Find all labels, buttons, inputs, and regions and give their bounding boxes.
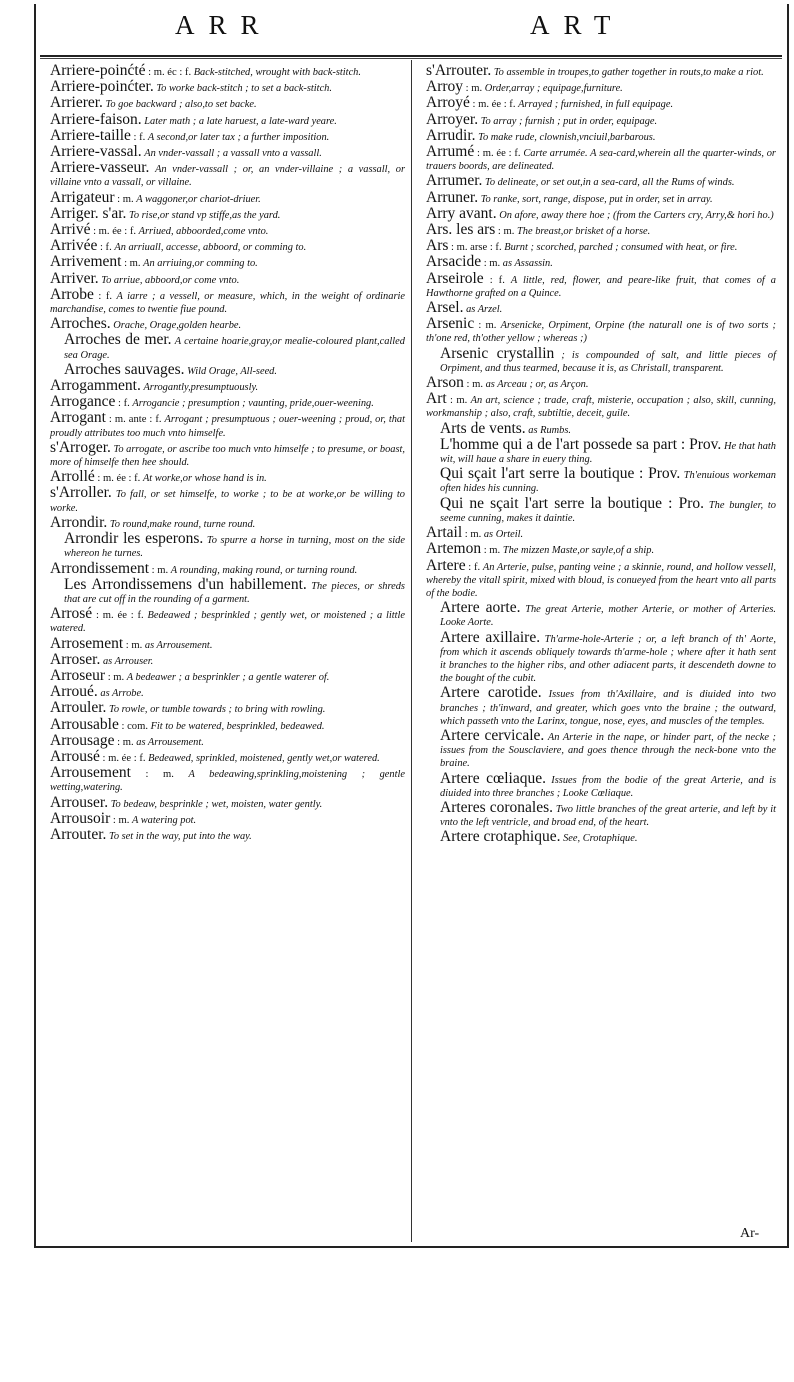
dictionary-entry xyxy=(426,79,776,95)
entry-definition: He that hath wit, will haue a share in euery thing. xyxy=(440,440,776,466)
entry-definition: Back-stitched, wrought with back-stitch. xyxy=(193,67,361,78)
entry-headword: Arrosé xyxy=(50,605,93,623)
entry-headword: Arrousable xyxy=(50,715,119,733)
dictionary-entry xyxy=(50,469,405,485)
entry-headword: Arrondissement xyxy=(50,559,150,577)
entry-definition: A waggoner,or chariot-driuer. xyxy=(136,193,261,205)
dictionary-entry xyxy=(50,222,405,238)
dictionary-entry xyxy=(426,144,776,173)
dictionary-entry xyxy=(426,685,776,728)
dictionary-entry xyxy=(426,421,776,437)
entry-definition: as Assassin. xyxy=(502,258,553,270)
entry-headword: Arsenic xyxy=(426,315,475,333)
entry-headword: Arrosement xyxy=(50,634,124,652)
dictionary-entry xyxy=(426,346,776,375)
entry-grammar: : m. xyxy=(151,564,169,576)
entry-definition: Issues from th'Axillaire, and is diuided into two branches ; th'inward, and greater, which goes vnto the braine ; the outward, which passeth vnto the Larinx, tongue, nose, eyes, and muscles of the temples. xyxy=(440,689,776,727)
dictionary-entry xyxy=(426,95,776,111)
entry-definition: To make rude, clownish,vnciuil,barbarous. xyxy=(478,131,656,143)
entry-definition: To arrogate, or ascribe too much vnto himselfe ; to presume, or boast, more of himselfe then hee should. xyxy=(50,443,405,469)
dictionary-entry xyxy=(50,485,405,514)
dictionary-entry xyxy=(50,531,405,560)
dictionary-entry xyxy=(50,606,405,635)
dictionary-entry xyxy=(426,254,776,270)
entry-definition: as Arrouser. xyxy=(102,655,154,667)
entry-definition: An arriuall, accesse, abboord, or comming to. xyxy=(114,242,307,254)
entry-definition: Later math ; a late haruest, a late-ward yeare. xyxy=(144,115,337,127)
dictionary-entry xyxy=(426,206,776,222)
entry-headword: Arson xyxy=(426,374,464,392)
running-head-right: ART xyxy=(530,10,625,40)
entry-headword: s'Arrouter. xyxy=(426,62,492,79)
dictionary-entry xyxy=(50,316,405,332)
entry-headword: Artere axillaire. xyxy=(440,628,541,646)
entry-grammar: : m. xyxy=(145,769,174,781)
entry-headword: Arrogamment. xyxy=(50,377,141,395)
dictionary-entry xyxy=(50,160,405,189)
dictionary-entry xyxy=(50,287,405,316)
entry-headword: L'homme qui a de l'art possede sa part : Prov. xyxy=(440,435,722,453)
entry-definition: To delineate, or set out,in a sea-card, all the Rums of winds. xyxy=(485,177,735,189)
dictionary-entry xyxy=(50,733,405,749)
entry-headword: Ars. les ars xyxy=(426,221,496,239)
entry-headword: Arriere-faison. xyxy=(50,110,142,128)
entry-grammar: : m. ée : f. xyxy=(102,752,146,764)
dictionary-entry xyxy=(50,271,405,287)
entry-definition: Arrogantly,presumptuously. xyxy=(143,382,259,394)
entry-definition: Arsenicke, Orpiment, Orpine (the naturall one is of two sorts ; th'one red, th'other yellow ; whereas ;) xyxy=(426,320,776,345)
entry-grammar: : m. xyxy=(117,736,134,748)
entry-headword: Qui ne sçait l'art serre la boutique : Pro. xyxy=(440,494,704,512)
entry-headword: Arrivement xyxy=(50,253,122,271)
entry-headword: Artere cervicale. xyxy=(440,726,545,744)
entry-grammar: : m. ée : f. xyxy=(97,473,141,485)
dictionary-entry xyxy=(426,173,776,189)
dictionary-entry xyxy=(426,271,776,300)
entry-definition: Arrayed ; furnished, in full equipage. xyxy=(518,99,674,111)
column-divider xyxy=(411,60,412,1242)
entry-definition: Th'enuious workeman often hides his cunning. xyxy=(440,470,777,495)
entry-grammar: : m. xyxy=(478,320,497,332)
entry-definition: On afore, away there hoe ; (from the Carters cry, Arry,& hori ho.) xyxy=(499,209,774,221)
header-rule xyxy=(40,55,782,57)
dictionary-entry xyxy=(50,79,405,95)
dictionary-entry xyxy=(426,316,776,345)
entry-grammar: : m. xyxy=(483,545,501,557)
entry-grammar: : m. xyxy=(483,258,501,270)
entry-definition: Orache, Orage,golden hearbe. xyxy=(113,320,242,332)
dictionary-entry xyxy=(426,558,776,601)
dictionary-entry xyxy=(50,811,405,827)
entry-definition: A bedeawer ; a besprinkler ; a gentle waterer of. xyxy=(126,671,330,683)
dictionary-entry xyxy=(50,63,405,79)
entry-headword: Artere xyxy=(426,556,466,574)
entry-headword: s'Arroller. xyxy=(50,484,112,502)
dictionary-entry xyxy=(50,749,405,765)
entry-headword: Arrogance xyxy=(50,393,116,411)
entry-headword: Arrollé xyxy=(50,468,95,486)
entry-headword: Arrogant xyxy=(50,409,106,427)
entry-grammar: : f. xyxy=(133,131,146,143)
dictionary-entry xyxy=(50,394,405,410)
entry-headword: Arrouser. xyxy=(50,793,109,811)
dictionary-entry xyxy=(426,437,776,466)
entry-definition: Wild Orage, All-seed. xyxy=(187,365,277,377)
entry-definition: as Arrousement. xyxy=(144,639,213,651)
entry-headword: Arroser. xyxy=(50,650,101,668)
entry-headword: Arsel. xyxy=(426,299,464,317)
entry-definition: as Arceau ; or, as Arçon. xyxy=(485,379,589,391)
dictionary-entry xyxy=(50,795,405,811)
dictionary-entry xyxy=(426,800,776,829)
entry-definition: Burnt ; scorched, parched ; consumed with heat, or fire. xyxy=(504,242,738,254)
entry-headword: Ars xyxy=(426,237,449,255)
dictionary-entry xyxy=(426,222,776,238)
dictionary-entry xyxy=(50,765,405,794)
dictionary-entry xyxy=(426,238,776,254)
entry-headword: Arrigateur xyxy=(50,188,115,206)
entry-definition: A second,or later tax ; a further imposition. xyxy=(147,131,330,143)
entry-definition: Bedeawed, sprinkled, moistened, gently wet,or watered. xyxy=(148,752,380,764)
dictionary-entry xyxy=(50,128,405,144)
dictionary-entry xyxy=(50,206,405,222)
entry-grammar: : m. xyxy=(464,529,482,541)
entry-headword: Arriver. xyxy=(50,269,99,287)
entry-definition: An Arterie in the nape, or hinder part, of the necke ; issues from the Sousclaviere, and goes thence through the neck-bone vnto the braine. xyxy=(440,731,776,770)
entry-definition: as Arzel. xyxy=(466,304,503,316)
entry-definition: The bungler, to seeme cunning, makes it daintie. xyxy=(440,499,776,524)
entry-definition: The great Arterie, mother Arterie, or mother of Arteries. Looke Aorte. xyxy=(440,604,776,629)
entry-definition: An vnder-vassall ; or, an vnder-villaine ; a vassall, or villaine vnto a vassall, or villaine. xyxy=(50,164,405,189)
dictionary-entry xyxy=(50,577,405,606)
entry-headword: Arriere-taille xyxy=(50,126,131,144)
dictionary-entry xyxy=(426,496,776,525)
entry-definition: Issues from the bodie of the great Arterie, and is diuided into three branches ; Looke Cœliaque. xyxy=(440,774,777,799)
entry-headword: Arrumer. xyxy=(426,172,483,190)
running-head-left: ARR xyxy=(175,10,273,40)
entry-definition: To goe backward ; also,to set backe. xyxy=(105,99,257,111)
entry-grammar: : f. xyxy=(489,274,505,286)
entry-grammar: : f. xyxy=(118,398,130,410)
dictionary-entry xyxy=(426,375,776,391)
dictionary-entry xyxy=(50,332,405,361)
entry-headword: Arroy xyxy=(426,78,464,96)
entry-definition: A certaine hoarie,gray,or mealie-coloured plant,called sea Orage. xyxy=(64,336,405,361)
entry-grammar: : m. xyxy=(465,83,483,95)
dictionary-entry xyxy=(426,466,776,495)
entry-grammar: : m. xyxy=(497,226,515,238)
dictionary-entry xyxy=(50,144,405,160)
entry-definition: The pieces, or shreds that are cut off in the rounding of a garment. xyxy=(64,580,405,605)
entry-headword: Artere carotide. xyxy=(440,684,542,702)
dictionary-entry xyxy=(426,829,776,845)
dictionary-entry xyxy=(50,652,405,668)
dictionary-entry xyxy=(50,362,405,378)
dictionary-entry xyxy=(50,254,405,270)
entry-headword: Artere cœliaque. xyxy=(440,769,546,787)
entry-headword: Qui sçait l'art serre la boutique : Prov. xyxy=(440,465,681,483)
entry-headword: Arroches. xyxy=(50,315,111,333)
dictionary-entry xyxy=(426,112,776,128)
entry-definition: An arriuing,or comming to. xyxy=(143,258,258,270)
entry-definition: Bedeawed ; besprinkled ; gently wet, or moistened ; a little watered. xyxy=(50,610,405,635)
entry-definition: To bedeaw, besprinkle ; wet, moisten, water gently. xyxy=(110,798,323,810)
entry-headword: Arsacide xyxy=(426,253,482,271)
entry-definition: To rise,or stand vp stiffe,as the yard. xyxy=(129,209,281,221)
catchword: Ar- xyxy=(740,1226,760,1241)
dictionary-entry xyxy=(50,717,405,733)
entry-headword: Arrudir. xyxy=(426,126,476,144)
entry-headword: Arrumé xyxy=(426,143,475,161)
entry-headword: Arrivée xyxy=(50,237,98,255)
entry-headword: Artere aorte. xyxy=(440,599,521,617)
entry-grammar: : m. arse : f. xyxy=(451,242,502,254)
entry-grammar: : m. xyxy=(117,193,134,205)
entry-headword: Arts de vents. xyxy=(440,419,526,437)
entry-definition: Arriued, abboorded,come vnto. xyxy=(138,226,269,238)
entry-headword: s'Arroger. xyxy=(50,438,111,456)
entry-definition: To assemble in troupes,to gather together in routs,to make a riot. xyxy=(493,67,764,78)
dictionary-entry xyxy=(426,128,776,144)
entry-definition: An Arterie, pulse, panting veine ; a skinnie, round, and hollow vessell, whereby the vitall spirit, mixed with bloud, is conueyed from the heart vnto all parts of the bodie. xyxy=(426,561,776,599)
dictionary-entry xyxy=(50,668,405,684)
entry-headword: Artail xyxy=(426,524,463,542)
entry-headword: Les Arrondissemens d'un habillement. xyxy=(64,575,307,593)
entry-definition: Arrogancie ; presumption ; vaunting, pride,ouer-weening. xyxy=(132,398,374,410)
entry-headword: Arroches de mer. xyxy=(64,331,172,349)
dictionary-entry xyxy=(50,827,405,843)
entry-definition: To ranke, sort, range, dispose, put in order, set in array. xyxy=(480,193,713,205)
entry-definition: Two little branches of the great arterie, and left by it vnto the left ventricle, and broad end, of the heart. xyxy=(440,803,776,829)
entry-definition: To array ; furnish ; put in order, equipage. xyxy=(480,115,658,127)
entry-grammar: : f. xyxy=(99,242,112,254)
entry-definition: The breast,or brisket of a horse. xyxy=(517,226,651,238)
entry-grammar: : m. éc : f. xyxy=(148,67,192,78)
dictionary-entry xyxy=(426,525,776,541)
entry-definition: To fall, or set himselfe, to worke ; to be at worke,or be willing to worke. xyxy=(50,489,405,514)
entry-headword: Arroyer. xyxy=(426,110,479,128)
entry-headword: Arry avant. xyxy=(426,204,497,222)
entry-headword: Arrierer. xyxy=(50,94,103,112)
entry-grammar: : com. xyxy=(121,720,148,732)
dictionary-entry xyxy=(50,636,405,652)
dictionary-entry xyxy=(50,700,405,716)
dictionary-entry xyxy=(50,378,405,394)
entry-definition: Th'arme-hole-Arterie ; or, a left branch of th' Aorte, from which it ascends obliquely towards th'arme-hole ; where after it hath sent it branches to the higher ribs, and other adiacent parts, it descendeth downe to the bought of the cubit. xyxy=(440,633,776,685)
entry-headword: Arsenic crystallin xyxy=(440,344,555,362)
dictionary-entry xyxy=(426,728,776,771)
entry-grammar: : m. xyxy=(125,639,143,651)
entry-definition: as Rumbs. xyxy=(528,424,572,436)
entry-headword: Arrobe xyxy=(50,285,94,303)
dictionary-entry xyxy=(426,771,776,800)
entry-headword: Arroches sauvages. xyxy=(64,360,185,378)
entry-headword: Art xyxy=(426,390,447,408)
header-rule-thin xyxy=(40,58,782,59)
dictionary-entry xyxy=(426,391,776,420)
entry-definition: The mizzen Maste,or sayle,of a ship. xyxy=(502,545,655,557)
entry-definition: At worke,or whose hand is in. xyxy=(142,473,267,485)
dictionary-entry xyxy=(50,112,405,128)
entry-headword: Arrousement xyxy=(50,764,131,782)
entry-grammar: : m. ée : f. xyxy=(95,610,144,622)
entry-headword: Artere crotaphique. xyxy=(440,828,561,846)
entry-definition: as Orteil. xyxy=(483,529,524,541)
entry-headword: Arrondir. xyxy=(50,513,108,531)
entry-headword: Arroseur xyxy=(50,666,106,684)
entry-definition: as Arrobe. xyxy=(100,688,144,700)
entry-grammar: : m. ée : f. xyxy=(476,148,521,160)
entry-definition: An art, science ; trade, craft, misterie, occupation ; also, skill, cunning, workmanship ; also, craft, subtiltie, deceit, guile. xyxy=(426,395,776,420)
right-column xyxy=(426,63,776,846)
entry-definition: To worke back-stitch ; to set a back-stitch. xyxy=(156,83,332,95)
entry-definition: To set in the way, put into the way. xyxy=(109,830,252,842)
entry-headword: Arriere-vasseur. xyxy=(50,159,150,177)
dictionary-entry xyxy=(50,190,405,206)
entry-definition: A watering pot. xyxy=(131,814,197,826)
entry-definition: Fit to be watered, besprinkled, bedeawed. xyxy=(150,720,325,732)
entry-headword: Arrondir les esperons. xyxy=(64,530,204,548)
entry-headword: Arriger. s'ar. xyxy=(50,204,127,222)
dictionary-entry xyxy=(50,561,405,577)
entry-grammar: : m. xyxy=(450,395,468,407)
dictionary-entry xyxy=(50,95,405,111)
entry-definition: A bedeawing,sprinkling,moistening ; gentle wetting,watering. xyxy=(50,769,405,794)
dictionary-entry xyxy=(50,684,405,700)
entry-headword: Arriere-poinćté xyxy=(50,62,146,79)
dictionary-entry xyxy=(426,63,776,79)
entry-definition: A little, red, flower, and peare-like fruit, that comes of a Hawthorne grafted on a Quince. xyxy=(426,274,776,299)
entry-definition: To round,make round, turne round. xyxy=(109,518,256,530)
entry-headword: Arseirole xyxy=(426,269,484,287)
entry-definition: To rowle, or tumble towards ; to bring with rowling. xyxy=(109,704,326,716)
entry-grammar: : m. ante : f. xyxy=(108,414,162,426)
dictionary-entry xyxy=(50,515,405,531)
entry-grammar: : m. ée : f. xyxy=(93,226,137,238)
entry-headword: Arrouter. xyxy=(50,825,107,843)
entry-definition: To spurre a horse in turning, most on the side whereon he turnes. xyxy=(64,535,405,560)
dictionary-entry xyxy=(426,600,776,629)
entry-definition: ; is compounded of salt, and little pieces of Orpiment, and thus tearmed, because it is, as Christall, transparent. xyxy=(440,349,776,374)
entry-grammar: : m. xyxy=(466,379,483,391)
entry-grammar: : m. xyxy=(107,671,125,683)
entry-headword: Arriere-vassal. xyxy=(50,143,142,161)
entry-grammar: : f. xyxy=(468,561,481,573)
dictionary-entry xyxy=(426,541,776,557)
dictionary-entry xyxy=(50,238,405,254)
entry-definition: See, Crotaphique. xyxy=(563,833,638,845)
entry-headword: Arroué. xyxy=(50,683,98,701)
entry-grammar: : m. xyxy=(112,814,130,826)
left-column xyxy=(50,63,405,843)
entry-headword: Artemon xyxy=(426,540,482,558)
dictionary-entry xyxy=(426,630,776,686)
dictionary-entry xyxy=(426,300,776,316)
entry-definition: as Arrousement. xyxy=(136,736,204,748)
entry-headword: Arrouler. xyxy=(50,699,107,717)
entry-headword: Arruner. xyxy=(426,188,479,206)
entry-headword: Arteres coronales. xyxy=(440,798,553,816)
entry-definition: An vnder-vassall ; a vassall vnto a vassall. xyxy=(144,148,322,160)
entry-definition: A rounding, making round, or turning round. xyxy=(170,564,358,576)
entry-definition: To arriue, abboord,or come vnto. xyxy=(101,274,240,286)
entry-headword: Arrivé xyxy=(50,221,91,239)
entry-headword: Arriere-poinćter. xyxy=(50,78,154,96)
entry-definition: A iarre ; a vessell, or measure, which, in the weight of ordinarie marchandise, comes to twentie fiue pound. xyxy=(50,290,405,316)
entry-definition: Order,array ; equipage,furniture. xyxy=(484,83,623,95)
entry-headword: Arroyé xyxy=(426,94,470,112)
entry-definition: Arrogant ; presumptuous ; ouer-weening ; proud, or, that proudly attributes too much vnto himselfe. xyxy=(50,414,405,439)
entry-definition: Carte arrumée. A sea-card,wherein all the quarter-winds, or trauers boords, are delineated. xyxy=(426,148,776,173)
entry-headword: Arrousage xyxy=(50,731,115,749)
entry-headword: Arrousé xyxy=(50,747,100,765)
entry-grammar: : m. ée : f. xyxy=(472,99,516,111)
dictionary-entry xyxy=(50,410,405,439)
dictionary-entry xyxy=(50,440,405,469)
entry-grammar: : m. xyxy=(124,258,141,270)
entry-headword: Arrousoir xyxy=(50,809,111,827)
dictionary-entry xyxy=(426,190,776,206)
entry-grammar: : f. xyxy=(98,290,113,302)
